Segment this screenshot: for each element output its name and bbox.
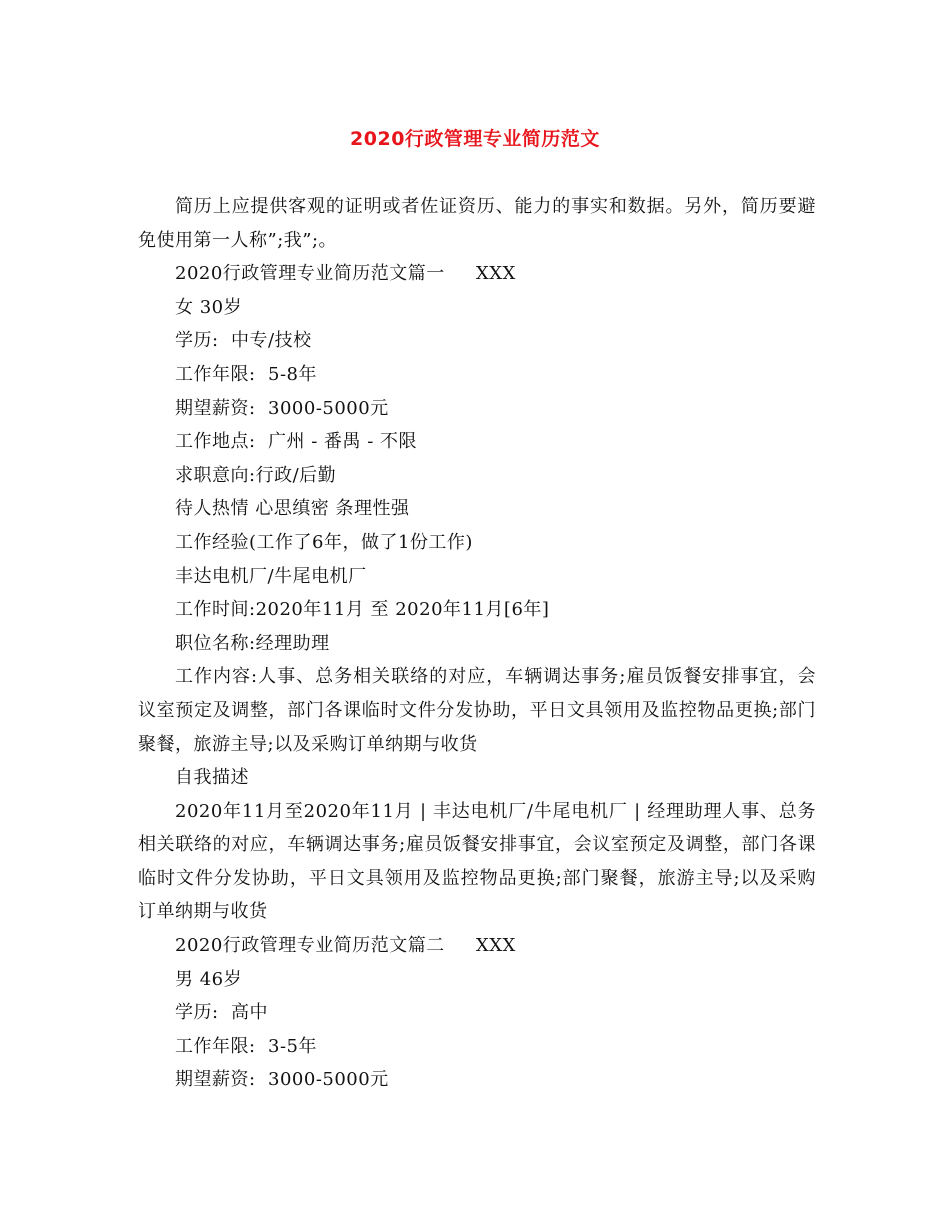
resume-one-job-content: 工作内容:人事、总务相关联络的对应，车辆调达事务;雇员饭餐安排事宜，会议室预定及调整，部门各课临时文件分发协助，平日文具领用及监控物品更换;部门聚餐，旅游主导;以及采购订单纳期与收货 (138, 666, 816, 755)
resume-two-work-years: 工作年限: 3-5年 (175, 1035, 317, 1057)
resume-two-gender-age: 男 46岁 (175, 968, 243, 990)
resume-one-experience-summary: 工作经验(工作了6年，做了1份工作) (175, 531, 473, 553)
intro-paragraph: 简历上应提供客观的证明或者佐证资历、能力的事实和数据。另外，简历要避免使用第一人称”;我”;。 (138, 196, 816, 251)
resume-one-self-description-heading: 自我描述 (175, 767, 249, 789)
resume-one-heading: 2020行政管理专业简历范文篇一 XXX (175, 263, 516, 285)
resume-one-self-description: 2020年11月至2020年11月 | 丰达电机厂/牛尾电机厂 | 经理助理人事、总务相关联络的对应，车辆调达事务;雇员饭餐安排事宜，会议室预定及调整，部门各课临时文件分发协助，平日文具领用及监控物品更换;部门聚餐，旅游主导;以及采购订单纳期与收货 (138, 800, 816, 923)
resume-one-education: 学历: 中专/技校 (175, 330, 312, 352)
resume-two-heading: 2020行政管理专业简历范文篇二 XXX (175, 935, 516, 957)
document-title: 2020行政管理专业简历范文 (350, 128, 600, 150)
resume-one-salary: 期望薪资: 3000-5000元 (175, 397, 389, 419)
resume-one-traits: 待人热情 心思缜密 条理性强 (175, 498, 410, 520)
resume-one-work-years: 工作年限: 5-8年 (175, 363, 317, 385)
resume-one-job-intent: 求职意向:行政/后勤 (175, 464, 337, 486)
document-body (138, 190, 816, 1097)
resume-two-salary: 期望薪资: 3000-5000元 (175, 1069, 389, 1091)
resume-one-company: 丰达电机厂/牛尾电机厂 (175, 565, 367, 587)
resume-one-position: 职位名称:经理助理 (175, 632, 330, 654)
resume-one-location: 工作地点: 广州 - 番禺 - 不限 (175, 431, 418, 453)
resume-one-work-period: 工作时间:2020年11月 至 2020年11月[6年] (175, 599, 550, 621)
resume-one-gender-age: 女 30岁 (175, 296, 243, 318)
resume-two-education: 学历: 高中 (175, 1002, 269, 1024)
